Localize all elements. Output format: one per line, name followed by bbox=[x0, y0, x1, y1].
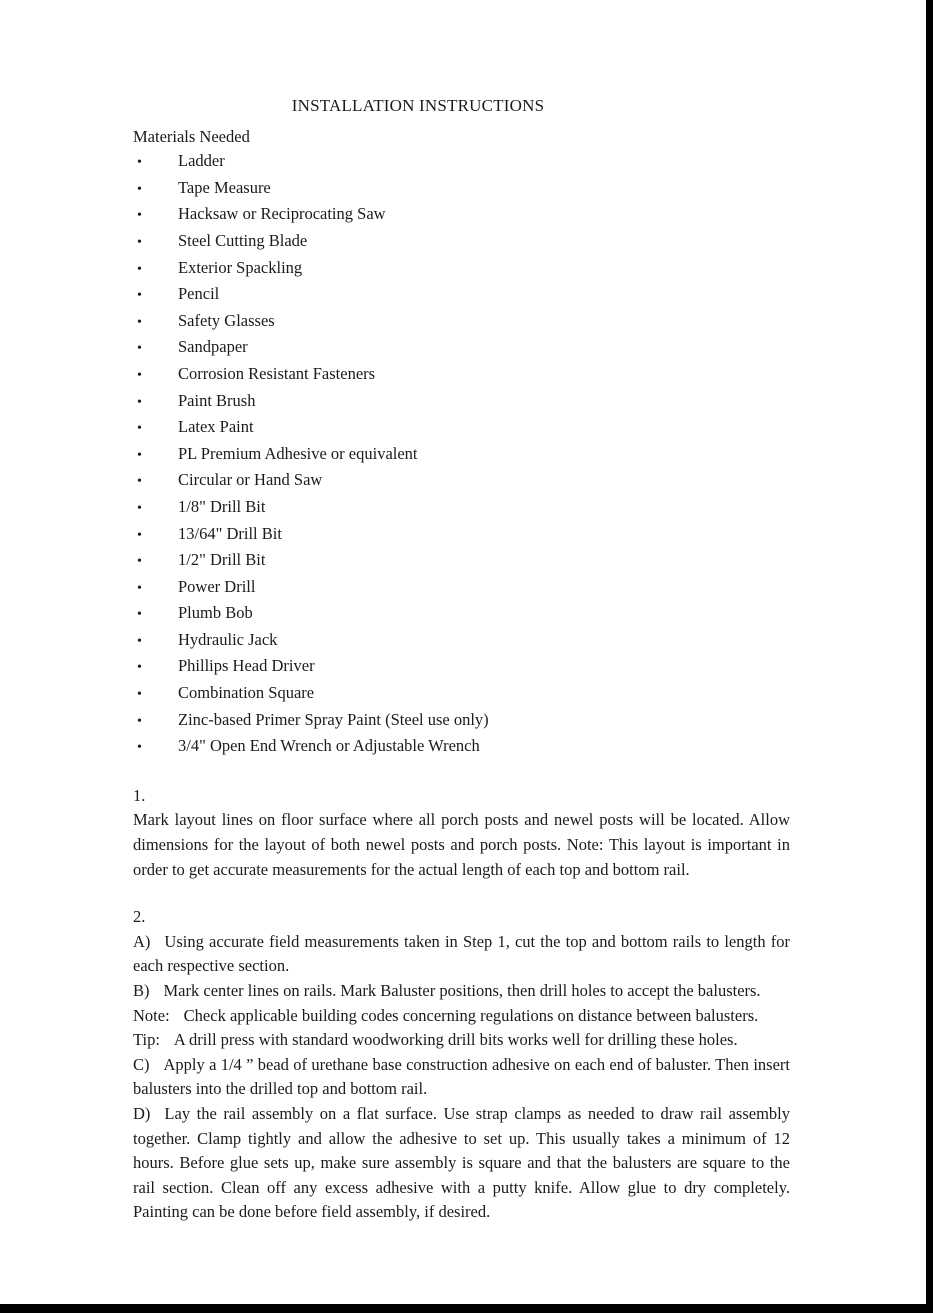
step-paragraph-text: Apply a 1/4 ” bead of urethane base construction adhesive on each end of baluster. Then insert balusters into the drilled top and bottom rail. bbox=[133, 1054, 790, 1099]
materials-heading: Materials Needed bbox=[133, 126, 250, 146]
material-list-item bbox=[133, 335, 790, 362]
bullet-icon: • bbox=[137, 314, 142, 330]
step-paragraph bbox=[133, 930, 790, 979]
step-section bbox=[133, 905, 790, 1225]
step-number: 2. bbox=[133, 907, 146, 927]
material-label: Safety Glasses bbox=[178, 310, 275, 330]
material-list-item bbox=[133, 654, 790, 681]
bullet-icon: • bbox=[137, 394, 142, 410]
material-label: Phillips Head Driver bbox=[178, 656, 315, 676]
steps-container bbox=[133, 784, 790, 1225]
step-paragraph-text: Mark layout lines on floor surface where all porch posts and newel posts will be located. Allow dimensions for the layout of both newel posts and porch posts. Note: This layout is important in order to get accurate measurements for the actual length of each top and bottom rail. bbox=[133, 810, 790, 879]
material-list-item bbox=[133, 708, 790, 735]
material-label: Latex Paint bbox=[178, 417, 254, 437]
material-label: Combination Square bbox=[178, 683, 315, 703]
material-list-item bbox=[133, 309, 790, 336]
material-list-item bbox=[133, 601, 790, 628]
material-list-item bbox=[133, 575, 790, 602]
bullet-icon: • bbox=[137, 527, 142, 543]
step-paragraph-label: A) bbox=[133, 931, 151, 951]
step-paragraph-label: C) bbox=[133, 1054, 150, 1074]
bullet-icon: • bbox=[137, 607, 142, 623]
material-label: Zinc-based Primer Spray Paint (Steel use only) bbox=[178, 709, 489, 729]
material-list-item bbox=[133, 495, 790, 522]
step-paragraph-text: Using accurate field measurements taken in Step 1, cut the top and bottom rails to length for each respective section. bbox=[133, 931, 790, 976]
step-paragraph bbox=[133, 808, 790, 882]
bullet-icon: • bbox=[137, 421, 142, 437]
material-list-item bbox=[133, 202, 790, 229]
material-list-item bbox=[133, 522, 790, 549]
bullet-icon: • bbox=[137, 713, 142, 729]
material-label: Exterior Spackling bbox=[178, 257, 303, 277]
material-list-item bbox=[133, 734, 790, 761]
bullet-icon: • bbox=[137, 660, 142, 676]
scan-edge-right bbox=[926, 0, 933, 1313]
bullet-icon: • bbox=[137, 633, 142, 649]
bullet-icon: • bbox=[137, 500, 142, 516]
document-content bbox=[133, 94, 790, 1225]
material-list-item bbox=[133, 176, 790, 203]
step-number: 1. bbox=[133, 785, 146, 805]
material-label: Corrosion Resistant Fasteners bbox=[178, 363, 376, 383]
material-list-item bbox=[133, 256, 790, 283]
scan-edge-bottom bbox=[0, 1304, 933, 1313]
material-list-item bbox=[133, 468, 790, 495]
material-label: Paint Brush bbox=[178, 390, 256, 410]
material-list-item bbox=[133, 389, 790, 416]
bullet-icon: • bbox=[137, 367, 142, 383]
material-label: Sandpaper bbox=[178, 337, 248, 357]
bullet-icon: • bbox=[137, 580, 142, 596]
material-list-item bbox=[133, 442, 790, 469]
bullet-icon: • bbox=[137, 474, 142, 490]
step-paragraph-text: Mark center lines on rails. Mark Baluster positions, then drill holes to accept the balusters. bbox=[163, 981, 761, 1000]
material-label: Circular or Hand Saw bbox=[178, 470, 323, 490]
bullet-icon: • bbox=[137, 341, 142, 357]
bullet-icon: • bbox=[137, 261, 142, 277]
step-paragraph-label: D) bbox=[133, 1103, 151, 1123]
materials-list bbox=[133, 149, 790, 761]
page-title: INSTALLATION INSTRUCTIONS bbox=[291, 96, 545, 115]
step-paragraph bbox=[133, 1053, 790, 1102]
material-label: Steel Cutting Blade bbox=[178, 230, 308, 250]
material-label: 1/2" Drill Bit bbox=[178, 550, 266, 570]
material-label: 1/8" Drill Bit bbox=[178, 496, 266, 516]
material-label: Tape Measure bbox=[178, 177, 271, 197]
material-list-item bbox=[133, 229, 790, 256]
bullet-icon: • bbox=[137, 234, 142, 250]
bullet-icon: • bbox=[137, 208, 142, 224]
material-list-item bbox=[133, 415, 790, 442]
bullet-icon: • bbox=[137, 288, 142, 304]
material-list-item bbox=[133, 282, 790, 309]
material-label: Power Drill bbox=[178, 576, 256, 596]
step-section bbox=[133, 784, 790, 882]
step-paragraph-label: Tip: bbox=[133, 1030, 160, 1050]
step-paragraph-label: Note: bbox=[133, 1005, 170, 1025]
step-paragraph bbox=[133, 1028, 790, 1053]
bullet-icon: • bbox=[137, 740, 142, 756]
material-label: 3/4" Open End Wrench or Adjustable Wrench bbox=[178, 736, 480, 756]
material-label: Hacksaw or Reciprocating Saw bbox=[178, 204, 386, 224]
material-list-item bbox=[133, 362, 790, 389]
material-list-item bbox=[133, 628, 790, 655]
step-paragraph-label: B) bbox=[133, 981, 150, 1000]
material-list-item bbox=[133, 681, 790, 708]
material-list-item bbox=[133, 548, 790, 575]
bullet-icon: • bbox=[137, 447, 142, 463]
material-list-item bbox=[133, 149, 790, 176]
step-paragraph-text: A drill press with standard woodworking drill bits works well for drilling these holes. bbox=[173, 1030, 738, 1050]
bullet-icon: • bbox=[137, 181, 142, 197]
material-label: Hydraulic Jack bbox=[178, 629, 278, 649]
bullet-icon: • bbox=[137, 554, 142, 570]
bullet-icon: • bbox=[137, 155, 142, 171]
step-paragraph bbox=[133, 1102, 790, 1225]
material-label: Pencil bbox=[178, 284, 220, 304]
step-paragraph bbox=[133, 1004, 790, 1029]
step-paragraph bbox=[133, 979, 790, 1004]
step-paragraph-text: Lay the rail assembly on a flat surface. Use strap clamps as needed to draw rail assembly together. Clamp tightly and allow the adhesive to set up. This usually takes a minimum of 12 hours. Before glue sets up, make sure assembly is square and that the balusters are square to the rail section. Clean off any excess adhesive with a putty knife. Allow glue to dry completely. Painting can be done before field assembly, if desired. bbox=[133, 1103, 790, 1222]
material-label: Plumb Bob bbox=[178, 603, 253, 623]
material-label: PL Premium Adhesive or equivalent bbox=[178, 443, 418, 463]
material-label: Ladder bbox=[178, 151, 225, 171]
material-label: 13/64" Drill Bit bbox=[178, 523, 282, 543]
step-paragraph-text: Check applicable building codes concerning regulations on distance between balusters. bbox=[183, 1005, 759, 1025]
bullet-icon: • bbox=[137, 687, 142, 703]
